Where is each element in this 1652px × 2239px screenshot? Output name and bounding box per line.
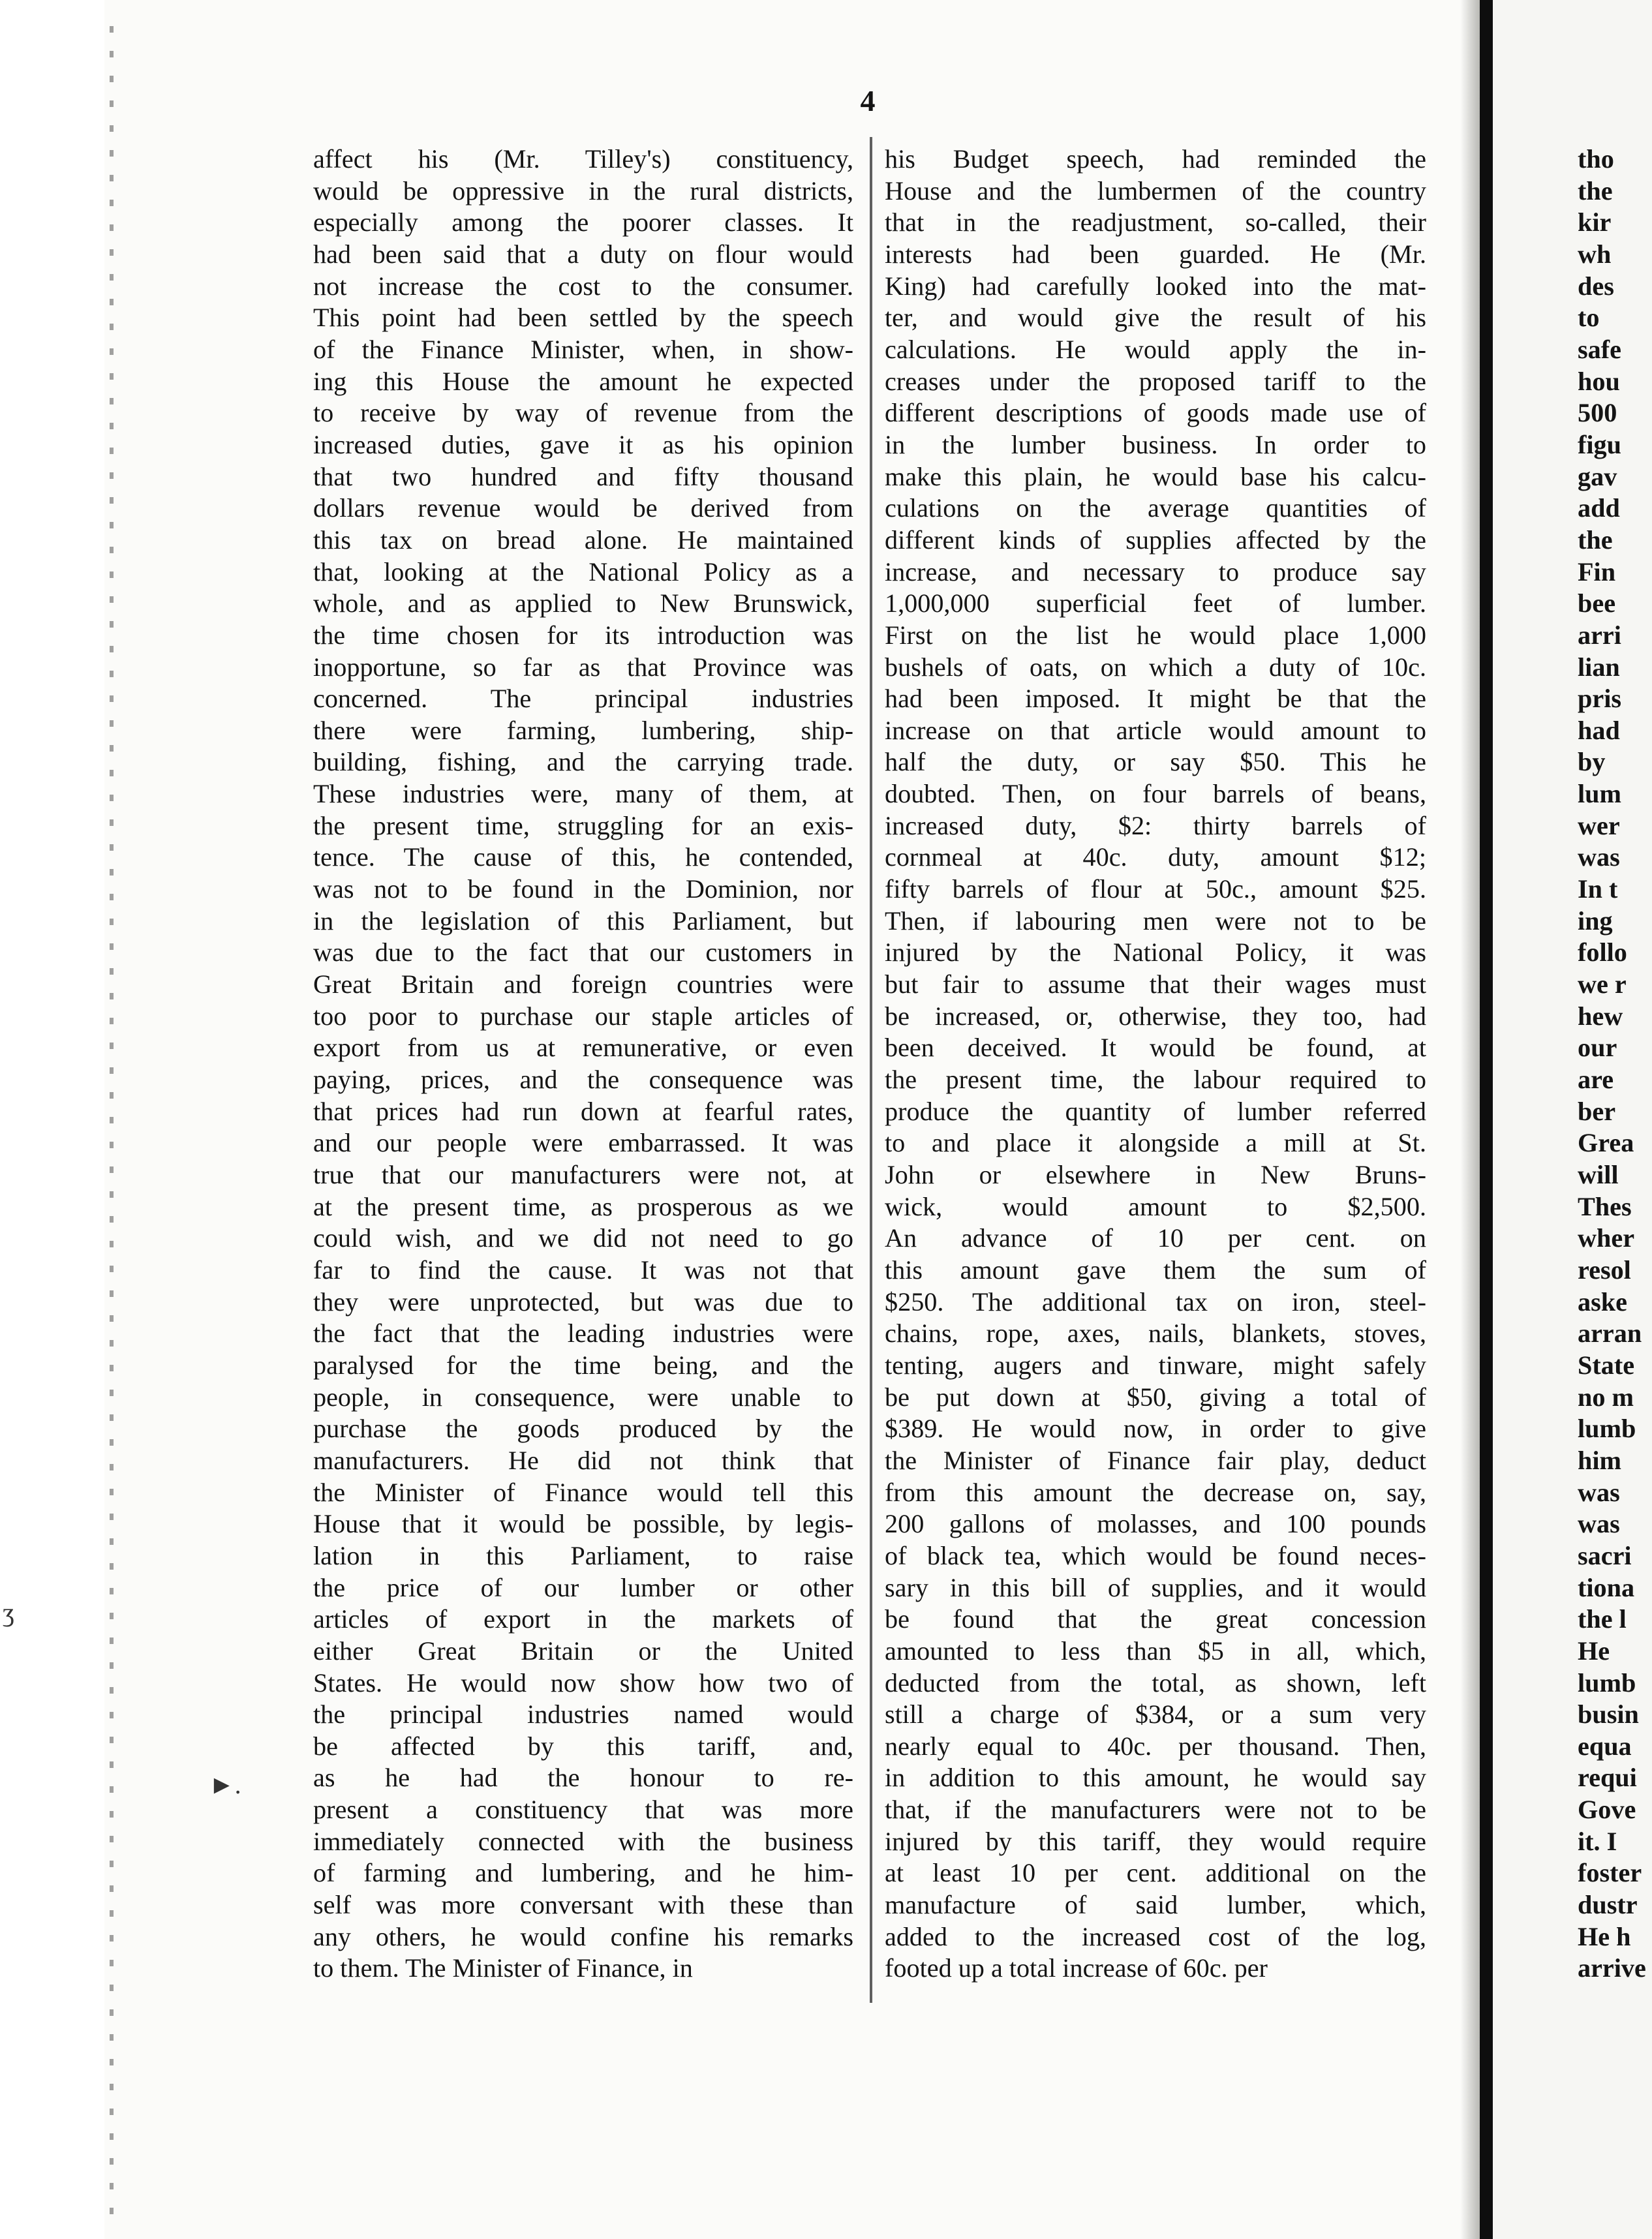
- next-page-text-fragment: Gove: [1578, 1795, 1636, 1825]
- text-line: States. He would now show how two of: [313, 1668, 853, 1698]
- text-line: increased duty, $2: thirty barrels of: [885, 810, 1426, 840]
- text-line: injured by the National Policy, it was: [885, 937, 1426, 967]
- text-line: any others, he would confine his remarks: [313, 1921, 853, 1951]
- next-page-text-fragment: arran: [1578, 1318, 1642, 1348]
- text-line: as he had the honour to re-: [313, 1763, 853, 1793]
- next-page-text-fragment: tiona: [1578, 1572, 1635, 1602]
- next-page-text-fragment: busin: [1578, 1699, 1639, 1729]
- text-line: nearly equal to 40c. per thousand. Then,: [885, 1731, 1426, 1761]
- next-page-text-fragment: to: [1578, 303, 1600, 333]
- text-line: there were farming, lumbering, ship-: [313, 715, 853, 745]
- column-divider: [870, 137, 872, 2003]
- next-page-text-fragment: we r: [1578, 969, 1627, 999]
- text-line: culations on the average quantities of: [885, 493, 1426, 523]
- text-line: concerned. The principal industries: [313, 684, 853, 714]
- text-line: from this amount the decrease on, say,: [885, 1477, 1426, 1507]
- text-line: whole, and as applied to New Brunswick,: [313, 588, 853, 618]
- text-line: this tax on bread alone. He maintained: [313, 525, 853, 555]
- text-line: Great Britain and foreign countries were: [313, 969, 853, 999]
- text-line: that in the readjustment, so-called, their: [885, 207, 1426, 237]
- text-line: not increase the cost to the consumer.: [313, 271, 853, 301]
- text-line: 1,000,000 superficial feet of lumber.: [885, 588, 1426, 618]
- page-number: 4: [860, 84, 876, 117]
- text-line: had been said that a duty on flour would: [313, 239, 853, 269]
- next-page-text-fragment: wher: [1578, 1223, 1635, 1253]
- text-line: of black tea, which would be found neces-: [885, 1540, 1426, 1570]
- next-page-text-fragment: bee: [1578, 588, 1616, 618]
- text-line: the present time, the labour required to: [885, 1065, 1426, 1095]
- text-line: been deceived. It would be found, at: [885, 1033, 1426, 1063]
- text-line: These industries were, many of them, at: [313, 779, 853, 809]
- next-page-text-fragment: will: [1578, 1160, 1619, 1189]
- text-line: the present time, struggling for an exis-: [313, 810, 853, 840]
- text-line: present a constituency that was more: [313, 1795, 853, 1825]
- next-page-text-fragment: was: [1578, 842, 1620, 872]
- text-line: affect his (Mr. Tilley's) constituency,: [313, 144, 853, 174]
- text-line: wick, would amount to $2,500.: [885, 1191, 1426, 1221]
- text-line: House and the lumbermen of the country: [885, 175, 1426, 206]
- text-line: 200 gallons of molasses, and 100 pounds: [885, 1509, 1426, 1539]
- left-text-column: [313, 144, 853, 1985]
- text-line: paying, prices, and the consequence was: [313, 1065, 853, 1095]
- text-line: sary in this bill of supplies, and it would: [885, 1572, 1426, 1602]
- text-line: would be oppressive in the rural districts,: [313, 175, 853, 206]
- text-line: be increased, or, otherwise, they too, had: [885, 1001, 1426, 1031]
- text-line: could wish, and we did not need to go: [313, 1223, 853, 1253]
- text-line: of farming and lumbering, and he him-: [313, 1858, 853, 1888]
- text-line: footed up a total increase of 60c. per: [885, 1953, 1268, 1983]
- next-page-text-fragment: lum: [1578, 779, 1621, 809]
- next-page-text-fragment: pris: [1578, 684, 1621, 714]
- text-line: King) had carefully looked into the mat-: [885, 271, 1426, 301]
- next-page-text-fragment: Thes: [1578, 1191, 1632, 1221]
- text-line: interests had been guarded. He (Mr.: [885, 239, 1426, 269]
- text-line: $250. The additional tax on iron, steel-: [885, 1287, 1426, 1317]
- text-line: the Minister of Finance fair play, deduct: [885, 1445, 1426, 1475]
- text-line: This point had been settled by the speech: [313, 303, 853, 333]
- next-page-text-fragment: des: [1578, 271, 1614, 301]
- next-page-text-fragment: He h: [1578, 1921, 1631, 1951]
- text-line: be found that the great concession: [885, 1604, 1426, 1634]
- next-page-text-fragment: are: [1578, 1065, 1614, 1095]
- text-line: produce the quantity of lumber referred: [885, 1096, 1426, 1126]
- text-line: different descriptions of goods made use of: [885, 398, 1426, 428]
- next-page-text-fragment: 500: [1578, 398, 1617, 428]
- next-page-text-fragment: requi: [1578, 1763, 1637, 1793]
- text-line: the price of our lumber or other: [313, 1572, 853, 1602]
- next-page-text-fragment: hew: [1578, 1001, 1623, 1031]
- text-line: ter, and would give the result of his: [885, 303, 1426, 333]
- text-line: increase, and necessary to produce say: [885, 556, 1426, 586]
- text-line: was due to the fact that our customers in: [313, 937, 853, 967]
- text-line: paralysed for the time being, and the: [313, 1350, 853, 1380]
- text-line: to and place it alongside a mill at St.: [885, 1128, 1426, 1158]
- next-page-text-fragment: hou: [1578, 366, 1620, 396]
- text-line: An advance of 10 per cent. on: [885, 1223, 1426, 1253]
- text-line: the time chosen for its introduction was: [313, 620, 853, 650]
- text-line: added to the increased cost of the log,: [885, 1921, 1426, 1951]
- text-line: at the present time, as prosperous as we: [313, 1191, 853, 1221]
- text-line: deducted from the total, as shown, left: [885, 1668, 1426, 1698]
- text-line: make this plain, he would base his calcu-: [885, 461, 1426, 491]
- margin-arrow-mark: ►.: [209, 1770, 241, 1799]
- stray-mark: ʒ: [3, 1598, 14, 1627]
- next-page-text-fragment: In t: [1578, 874, 1618, 904]
- text-line: this amount gave them the sum of: [885, 1255, 1426, 1285]
- next-page-text-fragment: wer: [1578, 810, 1620, 840]
- text-line: export from us at remunerative, or even: [313, 1033, 853, 1063]
- text-line: manufacturers. He did not think that: [313, 1445, 853, 1475]
- text-line: First on the list he would place 1,000: [885, 620, 1426, 650]
- text-line: in the lumber business. In order to: [885, 429, 1426, 459]
- next-page-text-fragment: him: [1578, 1445, 1621, 1475]
- text-line: fifty barrels of flour at 50c., amount $25.: [885, 874, 1426, 904]
- text-line: the fact that the leading industries were: [313, 1318, 853, 1348]
- next-page-text-fragment: sacri: [1578, 1540, 1632, 1570]
- text-line: the principal industries named would: [313, 1699, 853, 1729]
- next-page-text-fragment: the: [1578, 525, 1613, 555]
- right-text-column: [885, 144, 1426, 1985]
- next-page-text-fragment: lumb: [1578, 1668, 1636, 1698]
- text-line: that two hundred and fifty thousand: [313, 461, 853, 491]
- text-line: self was more conversant with these than: [313, 1890, 853, 1920]
- text-line: still a charge of $384, or a sum very: [885, 1699, 1426, 1729]
- text-line: lation in this Parliament, to raise: [313, 1540, 853, 1570]
- text-line: half the duty, or say $50. This he: [885, 747, 1426, 777]
- next-page-text-fragment: was: [1578, 1509, 1620, 1539]
- binding-shadow: [1460, 0, 1480, 2239]
- next-page-text-fragment: had: [1578, 715, 1620, 745]
- text-line: different kinds of supplies affected by the: [885, 525, 1426, 555]
- next-page-text-fragment: add: [1578, 493, 1620, 523]
- next-page-text-fragment: ing: [1578, 906, 1613, 936]
- text-line: too poor to purchase our staple articles of: [313, 1001, 853, 1031]
- text-line: Then, if labouring men were not to be: [885, 906, 1426, 936]
- text-line: that, if the manufacturers were not to be: [885, 1795, 1426, 1825]
- binding-gutter: [1480, 0, 1493, 2239]
- next-page-text-fragment: foster: [1578, 1858, 1642, 1888]
- text-line: tenting, augers and tinware, might safely: [885, 1350, 1426, 1380]
- text-line: in the legislation of this Parliament, but: [313, 906, 853, 936]
- next-page-text-fragment: Fin: [1578, 556, 1616, 586]
- text-line: the Minister of Finance would tell this: [313, 1477, 853, 1507]
- text-line: be affected by this tariff, and,: [313, 1731, 853, 1761]
- text-line: and our people were embarrassed. It was: [313, 1128, 853, 1158]
- next-page-text-fragment: aske: [1578, 1287, 1627, 1317]
- text-line: his Budget speech, had reminded the: [885, 144, 1426, 174]
- text-line: purchase the goods produced by the: [313, 1414, 853, 1444]
- text-line: but fair to assume that their wages must: [885, 969, 1426, 999]
- text-line: increased duties, gave it as his opinion: [313, 429, 853, 459]
- text-line: far to find the cause. It was not that: [313, 1255, 853, 1285]
- next-page-text-fragment: resol: [1578, 1255, 1631, 1285]
- next-page-text-fragment: equa: [1578, 1731, 1632, 1761]
- text-line: of the Finance Minister, when, in show-: [313, 334, 853, 364]
- text-line: immediately connected with the business: [313, 1826, 853, 1856]
- text-line: true that our manufacturers were not, at: [313, 1160, 853, 1189]
- next-page-text-fragment: follo: [1578, 937, 1627, 967]
- next-page-text-fragment: Grea: [1578, 1128, 1634, 1158]
- next-page-text-fragment: our: [1578, 1033, 1617, 1063]
- text-line: manufacture of said lumber, which,: [885, 1890, 1426, 1920]
- text-line: to them. The Minister of Finance, in: [313, 1953, 693, 1983]
- next-page-text-fragment: safe: [1578, 334, 1621, 364]
- text-line: people, in consequence, were unable to: [313, 1382, 853, 1412]
- page-edge-dots: [110, 26, 114, 2218]
- next-page-text-fragment: tho: [1578, 144, 1614, 174]
- next-page-text-fragment: arri: [1578, 620, 1621, 650]
- text-line: articles of export in the markets of: [313, 1604, 853, 1634]
- text-line: that, looking at the National Policy as a: [313, 556, 853, 586]
- text-line: amounted to less than $5 in all, which,: [885, 1636, 1426, 1666]
- text-line: calculations. He would apply the in-: [885, 334, 1426, 364]
- text-line: either Great Britain or the United: [313, 1636, 853, 1666]
- text-line: had been imposed. It might be that the: [885, 684, 1426, 714]
- text-line: increase on that article would amount to: [885, 715, 1426, 745]
- text-line: creases under the proposed tariff to the: [885, 366, 1426, 396]
- next-page-text-fragment: no m: [1578, 1382, 1634, 1412]
- text-line: especially among the poorer classes. It: [313, 207, 853, 237]
- next-page-text-fragment: by: [1578, 747, 1606, 777]
- next-page-text-fragment: gav: [1578, 461, 1617, 491]
- next-page-text-fragment: lian: [1578, 652, 1620, 682]
- text-line: injured by this tariff, they would require: [885, 1826, 1426, 1856]
- text-line: building, fishing, and the carrying trade.: [313, 747, 853, 777]
- next-page-text-fragment: State: [1578, 1350, 1635, 1380]
- next-page-text-fragment: was: [1578, 1477, 1620, 1507]
- next-page-text-fragment: the: [1578, 175, 1613, 206]
- next-page-text-fragment: arrive: [1578, 1953, 1646, 1983]
- text-line: cornmeal at 40c. duty, amount $12;: [885, 842, 1426, 872]
- next-page-text-fragment: it. I: [1578, 1826, 1617, 1856]
- text-line: to receive by way of revenue from the: [313, 398, 853, 428]
- text-line: John or elsewhere in New Bruns-: [885, 1160, 1426, 1189]
- text-line: in addition to this amount, he would say: [885, 1763, 1426, 1793]
- next-page-text-fragment: lumb: [1578, 1414, 1636, 1444]
- next-page-text-fragment: wh: [1578, 239, 1612, 269]
- next-page-column-fragment: [1578, 144, 1646, 1985]
- next-page-text-fragment: ber: [1578, 1096, 1616, 1126]
- text-line: bushels of oats, on which a duty of 10c.: [885, 652, 1426, 682]
- text-line: tence. The cause of this, he contended,: [313, 842, 853, 872]
- text-line: doubted. Then, on four barrels of beans,: [885, 779, 1426, 809]
- next-page-text-fragment: figu: [1578, 429, 1621, 459]
- next-page-text-fragment: He: [1578, 1636, 1610, 1666]
- text-line: that prices had run down at fearful rates,: [313, 1096, 853, 1126]
- text-line: $389. He would now, in order to give: [885, 1414, 1426, 1444]
- text-line: chains, rope, axes, nails, blankets, stoves,: [885, 1318, 1426, 1348]
- text-line: at least 10 per cent. additional on the: [885, 1858, 1426, 1888]
- text-line: inopportune, so far as that Province was: [313, 652, 853, 682]
- next-page-text-fragment: kir: [1578, 207, 1612, 237]
- text-line: they were unprotected, but was due to: [313, 1287, 853, 1317]
- text-line: House that it would be possible, by legis-: [313, 1509, 853, 1539]
- text-line: be put down at $50, giving a total of: [885, 1382, 1426, 1412]
- text-line: was not to be found in the Dominion, nor: [313, 874, 853, 904]
- text-line: ing this House the amount he expected: [313, 366, 853, 396]
- next-page-text-fragment: the l: [1578, 1604, 1627, 1634]
- left-margin: [0, 0, 104, 2239]
- text-line: dollars revenue would be derived from: [313, 493, 853, 523]
- next-page-text-fragment: dustr: [1578, 1890, 1638, 1920]
